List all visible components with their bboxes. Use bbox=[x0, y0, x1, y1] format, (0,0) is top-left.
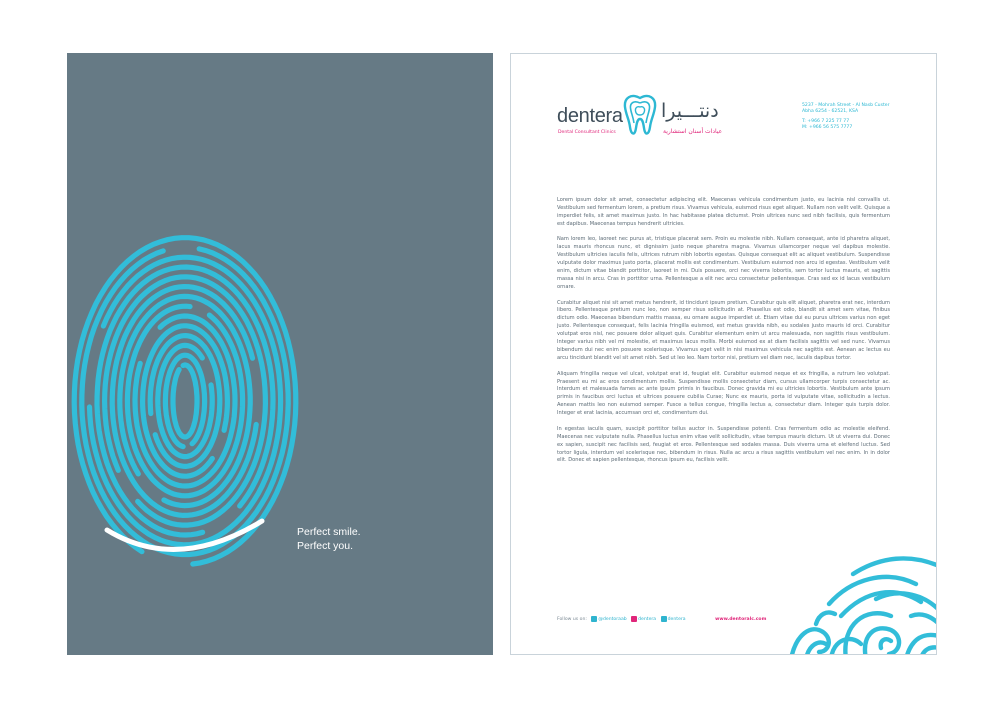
mobile-number: M: +966 56 575 7777 bbox=[802, 125, 853, 131]
letter-body bbox=[557, 197, 890, 473]
facebook-handle[interactable]: dentera bbox=[667, 616, 686, 622]
logo-arabic-subtitle: عيادات أسنان استشارية bbox=[663, 128, 723, 135]
address-line-1: 5237 - Mohrah Street - Al Nasb Custer bbox=[802, 103, 890, 108]
paragraph: In egestas iaculis quam, suscipit porttitor tellus auctor in. Suspendisse potenti. Cras fermentum odio ac molestie eleifend. Maecenas nec vulputate nulla. Phasellus luctus enim vitae velit sollicitudin, vitae tempus mauris dictum. Ut ut viverra dui. Donec ex sapien, suscipit nec facilisis sed, feugiat et eros. Pellentesque sed sodales massa. Duis viverra urna et eleifend luctus. Sed tortor ligula, interdum vel scelerisque nec, bibendum in risus. Nulla ac arcu a risus sagittis vestibulum vel nec enim. In in dolor elit. Donec et sapien pellentesque, rhoncus ipsum eu, facilisis velit. bbox=[557, 425, 890, 464]
cover-tagline bbox=[297, 525, 361, 553]
fingerprint-graphic bbox=[67, 53, 493, 655]
letter-footer bbox=[557, 616, 777, 626]
phone-number: T: +966 7 225 77 77 bbox=[802, 118, 850, 124]
instagram-icon[interactable] bbox=[631, 616, 637, 622]
logo-wordmark: dentera bbox=[557, 105, 623, 127]
fingerprint-ridge bbox=[173, 365, 197, 437]
contact-block bbox=[802, 103, 890, 132]
facebook-icon[interactable] bbox=[661, 616, 667, 622]
letterhead-page bbox=[510, 53, 937, 655]
follow-label: Follow us on: bbox=[557, 616, 587, 622]
corner-fingerprint-graphic bbox=[771, 544, 937, 655]
instagram-handle[interactable]: dentera bbox=[638, 616, 657, 622]
tooth-icon bbox=[623, 94, 657, 138]
paragraph: Nam lorem leo, laoreet nec purus at, tristique placerat sem. Proin eu molestie nibh. Nullam consequat, ante id pharetra aliquet, lacus mauris rhoncus nunc, et dignissim justo neque pharetra magna. Vivamus ullamcorper neque vel dapibus molestie. Vestibulum ultricies iaculis felis, ultrices rutrum nibh lobortis egestas. Quisque consequat elit ac aliquet vestibulum. Suspendisse vulputate dolor maximus justo porta, placerat mollis est condimentum. Vestibulum euismod non arcu id egestas. Vestibulum velit enim, dictum vitae blandit porttitor, laoreet in mi. Duis posuere, orci nec viverra lobortis, sem tortor luctus mauris, et sagittis massa nisi in arcu. Cras in porttitor urna. Pellentesque a elit nec arcu consectetur pellentesque. Cras sed ex id lacus vestibulum ornare. bbox=[557, 236, 890, 290]
logo-subtitle: Dental Consultant Clinics bbox=[558, 130, 616, 135]
website-link[interactable]: www.dentoralc.com bbox=[715, 616, 767, 622]
logo-arabic-wordmark: دنتـــيرا bbox=[661, 100, 719, 122]
tagline-line-2: Perfect you. bbox=[297, 540, 354, 552]
dentera-logo bbox=[557, 94, 747, 144]
paragraph: Curabitur aliquet nisi sit amet metus hendrerit, id tincidunt ipsum pretium. Curabitur quis elit aliquet, pharetra erat nec, interdum libero. Pellentesque pretium nunc leo, non semper risus sollicitudin at. Phasellus est odio, blandit sit amet sem vitae, finibus dictum odio. Maecenas bibendum mattis massa, eu ornare augue imperdiet ut. Etiam vitae dui eu purus ultrices varius non eget justo. Pellentesque consequat, felis lacinia fringilla euismod, est metus gravida nibh, eu sodales justo mauris id orci. Curabitur volutpat eros nisl, nec posuere dolor aliquet quis. Curabitur elementum enim ut arcu malesuada, non sagittis risus vestibulum. Integer varius nibh vel mi molestie, et maximus lacus mollis. Morbi euismod ex at diam facilisis sagittis vel sed nunc. Vivamus bibendum dui nec enim posuere scelerisque. Vivamus eget velit in nisi maximus vehicula nec sagittis est. Aenean ac lectus eu arcu tincidunt blandit vel sit amet nibh. Sed ut leo leo. Nam tortor nisi, pretium vel diam nec, iaculis dapibus tortor. bbox=[557, 299, 890, 361]
twitter-icon[interactable] bbox=[591, 616, 597, 622]
tagline-line-1: Perfect smile. bbox=[297, 526, 361, 538]
address-line-2: Abha 6254 - 62521, KSA bbox=[802, 109, 859, 115]
twitter-handle[interactable]: @dentoraab bbox=[598, 616, 627, 622]
paragraph: Aliquam fringilla neque vel ulcat, volutpat erat id, feugiat elit. Curabitur euismod neque et ex fringilla, a rutrum leo volutpat. Praesent eu mi ac eros condimentum mollis. Suspendisse mollis consectetur diam, cursus ullamcorper turpis consectetur ac. Interdum et malesuada fames ac ante ipsum primis in faucibus. Donec gravida mi eu ultricies lobortis. Vestibulum ante ipsum primis in faucibus orci luctus et ultrices posuere cubilia Curae; Nunc ex mauris, porta id vulputate vitae, sollicitudin a lectus. Aenean mattis leo non euismod semper. Fusce a tellus congue, fringilla lectus a, consectetur diam. Integer quis turpis dolor. Integer et erat lacinia, accumsan orci et, condimentum dui. bbox=[557, 370, 890, 417]
paragraph: Lorem ipsum dolor sit amet, consectetur adipiscing elit. Maecenas vehicula condimentum justo, eu lacinia nisl convallis ut. Vestibulum sed fermentum lorem, a pretium risus. Vivamus vehicula, euismod risus eget aliquet. Nullam non velit velit. Quisque a imperdiet felis, sit amet maximus justo. In hac habitasse platea dictumst. Proin ultrices nunc sed nibh facilisis, quis fermentum est dapibus. Maecenas tempus hendrerit ultricies. bbox=[557, 197, 890, 227]
cover-page bbox=[67, 53, 493, 655]
